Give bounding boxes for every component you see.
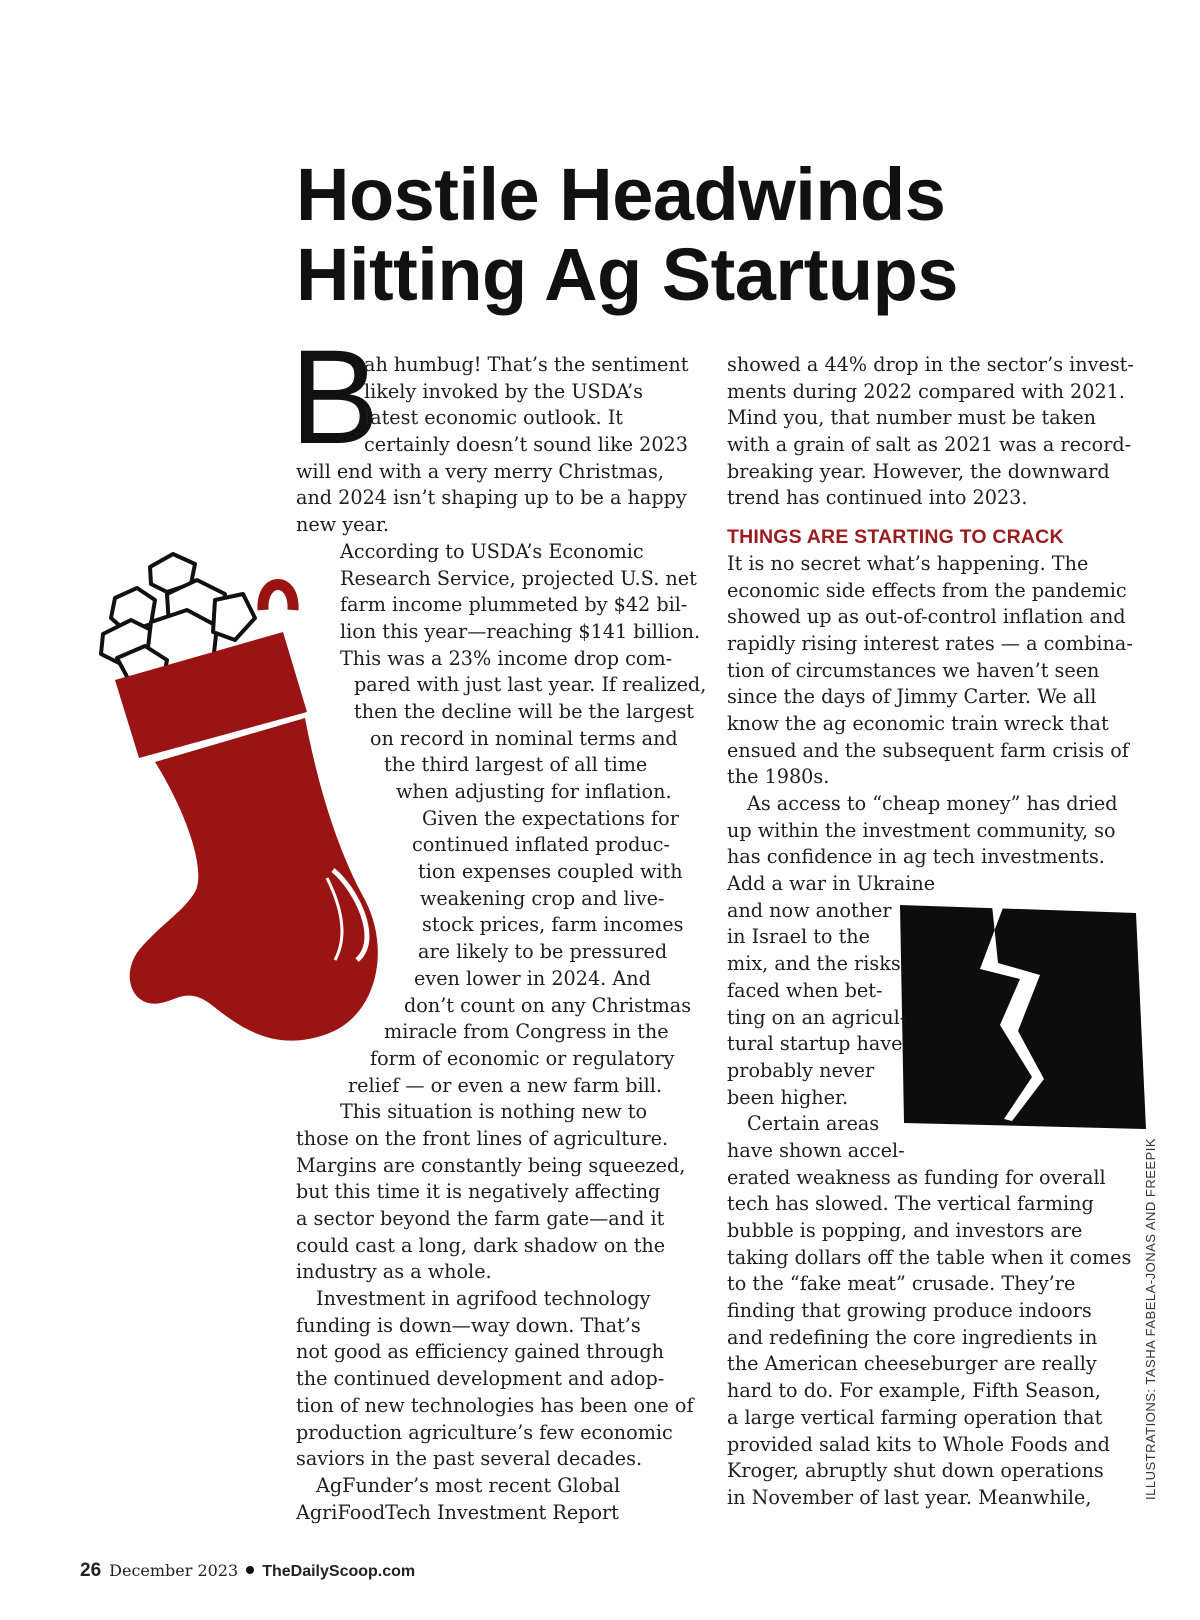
- text-line: breaking year. However, the downward: [727, 459, 1110, 483]
- text-line: showed a 44% drop in the sector’s invest-: [727, 353, 1134, 376]
- site-name: TheDailyScoop.com: [262, 1563, 416, 1580]
- text-line: economic side effects from the pandemic: [727, 578, 1127, 602]
- text-line: could cast a long, dark shadow on the: [296, 1233, 666, 1257]
- text-line: taking dollars off the table when it comes: [727, 1245, 1132, 1269]
- text-line: in November of last year. Meanwhile,: [727, 1485, 1092, 1509]
- section-subhead: THINGS ARE STARTING TO CRACK: [727, 526, 1064, 549]
- text-line: new year.: [296, 513, 390, 537]
- text-line: finding that growing produce indoors: [727, 1299, 1092, 1323]
- text-line: AgFunder’s most recent Global: [316, 1473, 621, 1497]
- text-line: when adjusting for inflation.: [396, 780, 672, 803]
- drop-cap: B: [290, 323, 380, 472]
- text-line: in Israel to the: [727, 925, 871, 949]
- text-line: to the “fake meat” crusade. They’re: [727, 1272, 1076, 1296]
- page-footer: [80, 1560, 415, 1582]
- text-line: funding is down—way down. That’s: [296, 1313, 641, 1337]
- text-line: ments during 2022 compared with 2021.: [727, 379, 1125, 403]
- text-line: the American cheeseburger are really: [727, 1352, 1097, 1376]
- text-line: tion of circumstances we haven’t seen: [727, 658, 1100, 682]
- text-line: lion this year—reaching $141 billion.: [340, 619, 701, 643]
- column-1: [296, 352, 707, 1526]
- text-line: a large vertical farming operation that: [727, 1405, 1103, 1429]
- text-line: have shown accel-: [727, 1138, 905, 1162]
- text-line: As access to “cheap money” has dried: [747, 792, 1118, 815]
- text-line: tural startup have: [727, 1032, 903, 1056]
- text-line: Research Service, projected U.S. net: [340, 566, 697, 590]
- text-line: continued inflated produc-: [412, 833, 671, 857]
- text-line: been higher.: [727, 1085, 849, 1109]
- column-2-part-b: [727, 551, 1133, 1512]
- text-line: weakening crop and live-: [420, 886, 665, 910]
- text-line: Given the expectations for: [422, 806, 679, 830]
- text-line: According to USDA’s Economic: [340, 539, 644, 563]
- text-line: even lower in 2024. And: [414, 966, 651, 990]
- text-line: up within the investment community, so: [727, 818, 1116, 842]
- text-line: farm income plummeted by $42 bil-: [340, 593, 688, 617]
- column-2-part-a: [727, 352, 1134, 512]
- text-line: miracle from Congress in the: [384, 1020, 669, 1044]
- text-line: know the ag economic train wreck that: [727, 711, 1109, 735]
- text-line: certainly doesn’t sound like 2023: [364, 433, 688, 457]
- column-2: [727, 352, 1134, 1512]
- text-line: the continued development and adop-: [296, 1367, 665, 1391]
- text-line: Margins are constantly being squeezed,: [296, 1153, 686, 1177]
- text-line: provided salad kits to Whole Foods and: [727, 1432, 1110, 1456]
- text-line: showed up as out-of-control inflation and: [727, 605, 1126, 629]
- issue-date: December 2023: [109, 1561, 239, 1580]
- text-line: has confidence in ag tech investments.: [727, 845, 1105, 869]
- text-line: It is no secret what’s happening. The: [727, 551, 1089, 575]
- text-line: ensued and the subsequent farm crisis of: [727, 738, 1129, 762]
- text-line: are likely to be pressured: [418, 940, 668, 964]
- text-line: Add a war in Ukraine: [727, 872, 936, 896]
- text-line: saviors in the past several decades.: [296, 1447, 643, 1471]
- bullet-icon: [246, 1566, 254, 1574]
- text-line: Investment in agrifood technology: [316, 1287, 651, 1311]
- text-line: on record in nominal terms and: [370, 726, 678, 750]
- text-line: stock prices, farm incomes: [422, 913, 684, 937]
- text-line: but this time it is negatively affecting: [296, 1180, 661, 1204]
- text-line: erated weakness as funding for overall: [727, 1165, 1106, 1189]
- text-line: pared with just last year. If realized,: [354, 673, 707, 697]
- text-line: with a grain of salt as 2021 was a record-: [727, 433, 1132, 457]
- text-line: hard to do. For example, Fifth Season,: [727, 1379, 1101, 1403]
- text-line: This was a 23% income drop com-: [340, 646, 673, 670]
- text-line: Kroger, abruptly shut down operations: [727, 1459, 1104, 1483]
- text-line: industry as a whole.: [296, 1260, 492, 1284]
- text-line: mix, and the risks: [727, 952, 901, 976]
- text-line: tion expenses coupled with: [418, 860, 683, 884]
- page-number: 26: [80, 1560, 102, 1581]
- text-line: Mind you, that number must be taken: [727, 406, 1097, 430]
- text-line: then the decline will be the largest: [354, 699, 695, 723]
- text-line: likely invoked by the USDA’s: [364, 379, 644, 403]
- text-line: form of economic or regulatory: [370, 1046, 675, 1070]
- text-line: production agriculture’s few economic: [296, 1420, 673, 1444]
- text-line: relief — or even a new farm bill.: [348, 1073, 663, 1097]
- text-line: trend has continued into 2023.: [727, 486, 1028, 510]
- text-line: and 2024 isn’t shaping up to be a happy: [296, 486, 687, 510]
- title-line-1: Hostile Headwinds: [296, 153, 946, 236]
- text-line: ting on an agricul-: [727, 1005, 907, 1029]
- title-line-2: Hitting Ag Startups: [296, 233, 958, 316]
- text-line: the third largest of all time: [384, 753, 648, 777]
- text-line: bubble is popping, and investors are: [727, 1219, 1083, 1242]
- text-line: faced when bet-: [727, 978, 883, 1002]
- text-line: probably never: [727, 1058, 875, 1082]
- article-title: [296, 155, 1156, 315]
- text-line: a sector beyond the farm gate—and it: [296, 1207, 665, 1230]
- text-line: since the days of Jimmy Carter. We all: [727, 685, 1097, 709]
- text-line: tion of new technologies has been one of: [296, 1393, 694, 1417]
- text-line: This situation is nothing new to: [340, 1100, 648, 1124]
- text-line: latest economic outlook. It: [364, 406, 624, 430]
- text-line: and redefining the core ingredients in: [727, 1325, 1098, 1349]
- text-line: rapidly rising interest rates — a combina-: [727, 631, 1133, 655]
- text-line: will end with a very merry Christmas,: [296, 459, 664, 483]
- text-line: tech has slowed. The vertical farming: [727, 1192, 1094, 1216]
- text-line: don’t count on any Christmas: [404, 993, 692, 1017]
- text-line: AgriFoodTech Investment Report: [296, 1500, 619, 1524]
- illustration-credit: ILLUSTRATIONS: TASHA FABELA-JONAS AND FREEPIK: [1143, 1137, 1158, 1500]
- text-line: the 1980s.: [727, 765, 830, 789]
- text-line: Certain areas: [747, 1112, 880, 1136]
- text-line: ah humbug! That’s the sentiment: [364, 353, 689, 376]
- text-line: and now another: [727, 898, 892, 922]
- text-line: not good as efficiency gained through: [296, 1340, 665, 1364]
- text-line: those on the front lines of agriculture.: [296, 1126, 669, 1150]
